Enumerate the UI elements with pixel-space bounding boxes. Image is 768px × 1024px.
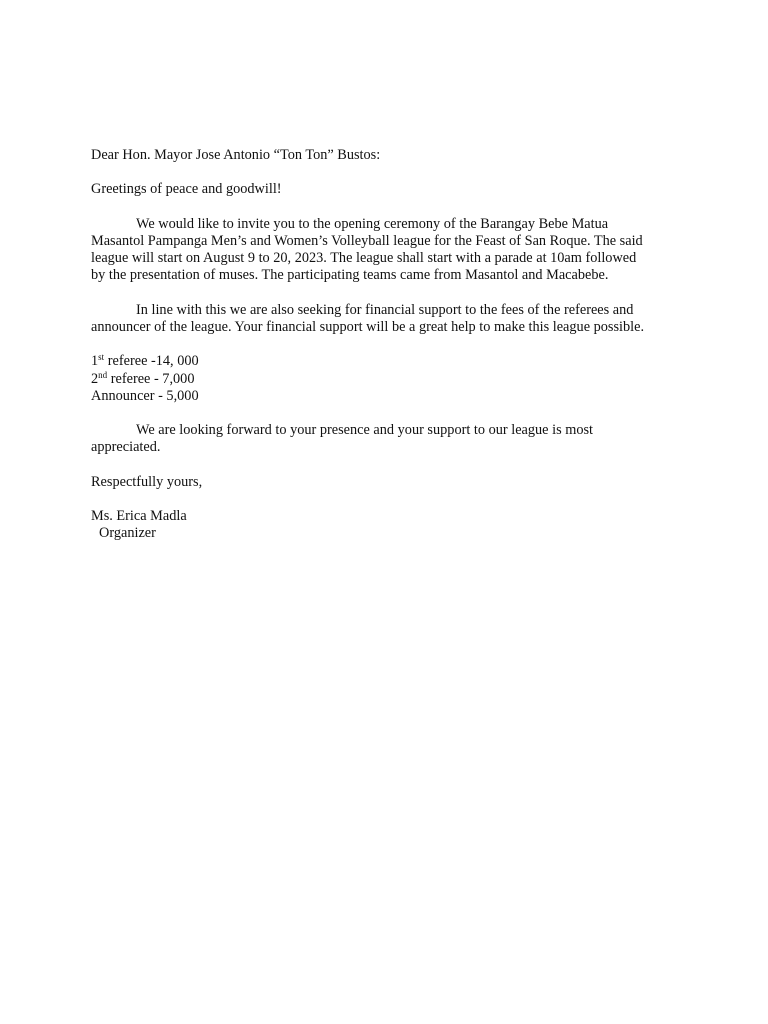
signer-title: Organizer <box>99 525 156 542</box>
salutation: Dear Hon. Mayor Jose Antonio “Ton Ton” Bustos: <box>91 147 381 163</box>
fee-item-second-referee: 2nd referee - 7,000 <box>91 369 195 387</box>
fee-item-first-referee: 1st referee -14, 000 <box>91 352 199 370</box>
paragraph-line: Masantol Pampanga Men’s and Women’s Volleyball league for the Feast of San Roque. The said <box>91 232 643 249</box>
invitation-paragraph <box>91 216 691 285</box>
fee-item-announcer: Announcer - 5,000 <box>91 387 199 404</box>
paragraph-line: by the presentation of muses. The participating teams came from Masantol and Macabebe. <box>91 267 609 284</box>
paragraph-line: We would like to invite you to the opening ceremony of the Barangay Bebe Matua <box>136 215 609 232</box>
closing: Respectfully yours, <box>91 473 203 490</box>
signature-block <box>91 508 691 542</box>
paragraph-line: appreciated. <box>91 439 161 456</box>
fee-list <box>91 353 691 405</box>
paragraph-line: announcer of the league. Your financial support will be a great help to make this league possible. <box>91 318 645 335</box>
financial-support-paragraph <box>91 302 691 336</box>
paragraph-line: league will start on August 9 to 20, 2023. The league shall start with a parade at 10am followed <box>91 250 637 267</box>
paragraph-line: In line with this we are also seeking for financial support to the fees of the referees and <box>136 301 634 318</box>
signer-name: Ms. Erica Madla <box>91 508 187 525</box>
closing-paragraph <box>91 422 691 456</box>
letter-body <box>91 147 691 560</box>
greeting: Greetings of peace and goodwill! <box>91 181 282 198</box>
paragraph-line: We are looking forward to your presence and your support to our league is most <box>136 422 594 439</box>
